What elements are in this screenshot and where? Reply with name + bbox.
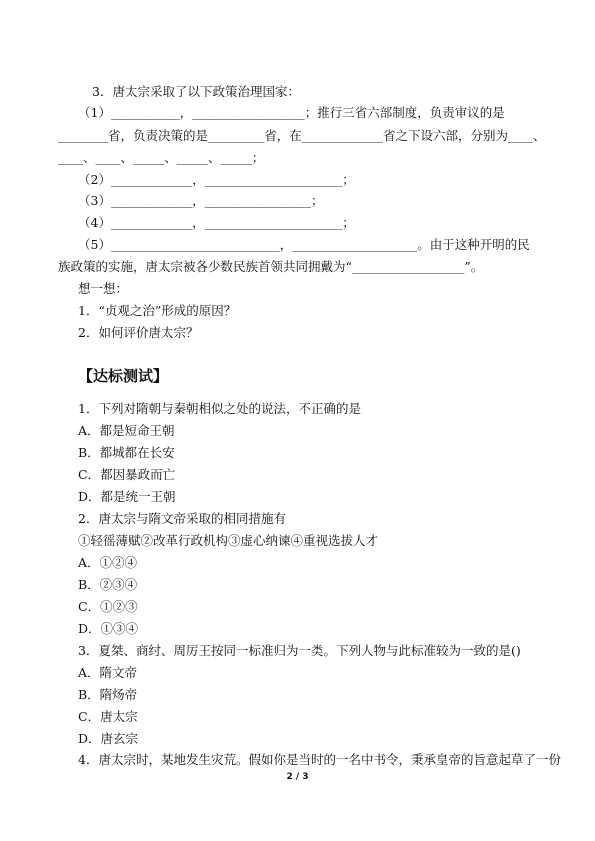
policies-intro: 3．唐太宗采取了以下政策治理国家： [92, 84, 300, 99]
q1-option-d: D．都是统一王朝 [78, 489, 176, 504]
policy-line-1-cont: ________省，负责决策的是_________省，在_____________省之下设六部，分别为____、 [58, 128, 546, 143]
test-heading: 【达标测试】 [78, 367, 169, 385]
policy-line-1-cont2: ____、____、_____、_____、_____； [58, 150, 265, 165]
q2-stem: 2．唐太宗与隋文帝采取的相同措施有 [78, 511, 286, 526]
think-question-1: 1．“贞观之治”形成的原因？ [78, 303, 237, 318]
policy-line-1: （1）___________，__________________；推行三省六部制度，负责审议的是 [78, 105, 505, 120]
q2-option-b: B．②③④ [78, 577, 138, 592]
q3-stem: 3．夏桀、商纣、周厉王按同一标准归为一类。下列人物与此标准较为一致的是() [78, 643, 521, 658]
q1-option-c: C．都因暴政而亡 [78, 467, 176, 482]
policy-line-2: （2）_____________，______________________； [78, 172, 355, 187]
q2-option-a: A．①②④ [78, 555, 138, 570]
q3-option-a: A．隋文帝 [78, 665, 138, 680]
think-question-2: 2．如何评价唐太宗？ [78, 325, 199, 340]
q4-stem: 4．唐太宗时，某地发生灾荒。假如你是当时的一名中书令，秉承皇帝的旨意起草了一份 [78, 752, 561, 767]
policy-line-5-cont: 族政策的实施，唐太宗被各少数民族首领共同拥戴为“__________________”。 [58, 259, 484, 274]
q1-option-a: A．都是短命王朝 [78, 423, 175, 438]
policy-line-3: （3）_____________，_________________； [78, 193, 324, 208]
q2-items: ①轻徭薄赋②改革行政机构③虚心纳谏④重视选拔人才 [78, 533, 379, 548]
page-number: 2 / 3 [286, 772, 309, 782]
q3-option-d: D．唐玄宗 [78, 731, 139, 746]
think-title: 想一想： [78, 281, 129, 296]
policy-line-4: （4）_____________，______________________； [78, 215, 355, 230]
q1-option-b: B．都城都在长安 [78, 445, 175, 460]
q3-option-b: B．隋炀帝 [78, 687, 138, 702]
q2-option-d: D．①③④ [78, 621, 139, 636]
q3-option-c: C．唐太宗 [78, 709, 138, 724]
q1-stem: 1．下列对隋朝与秦朝相似之处的说法，不正确的是 [78, 401, 361, 416]
policy-line-5: （5）___________________________，____________________。由于这种开明的民 [78, 237, 530, 252]
q2-option-c: C．①②③ [78, 599, 138, 614]
